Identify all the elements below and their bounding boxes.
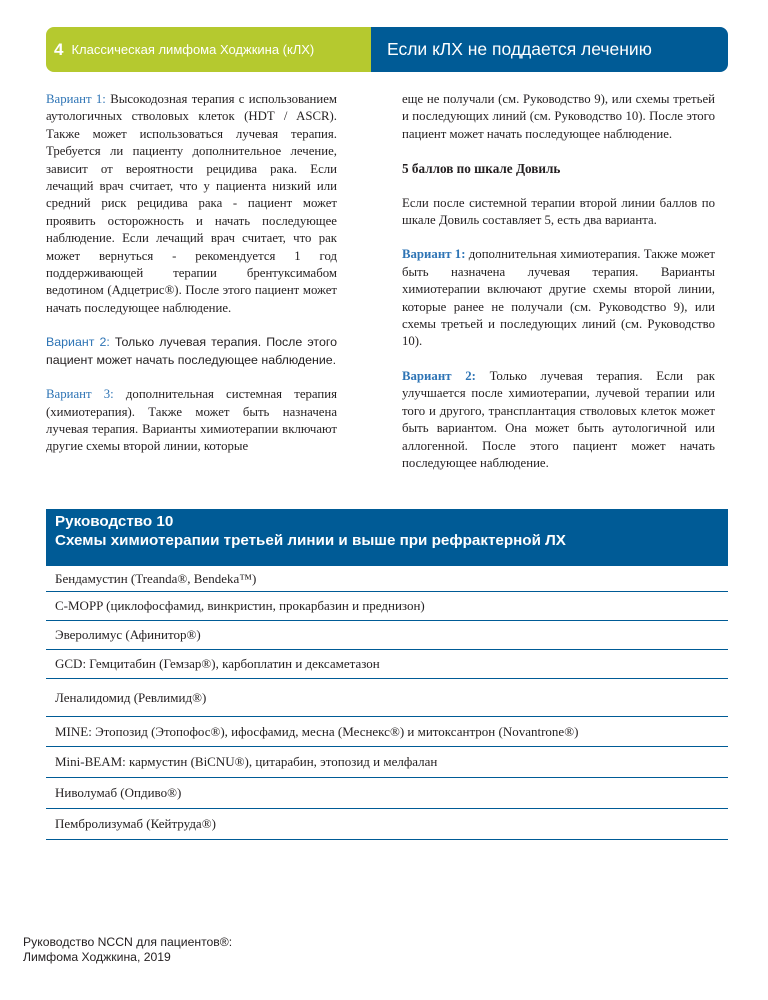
table-row: GCD: Гемцитабин (Гемзар®), карбоплатин и дексаметазон xyxy=(46,650,728,679)
table-row: Ниволумаб (Опдиво®) xyxy=(46,778,728,809)
right-option-1-label: Вариант 1: xyxy=(402,247,466,262)
deauville-intro: Если после системной терапии второй линии баллов по шкале Довиль составляет 5, есть два варианта. xyxy=(402,195,715,228)
chapter-title: Классическая лимфома Ходжкина (кЛХ) xyxy=(71,42,315,57)
page-header xyxy=(46,27,728,72)
option-3-text: дополнительная системная терапия (химиотерапия). Также может быть назначена лучевая терапия. Варианты химиотерапии включают другие схемы второй линии, которые xyxy=(46,387,337,454)
section-title: Если кЛХ не поддается лечению xyxy=(387,39,652,59)
option-3-label: Вариант 3: xyxy=(46,387,114,402)
table-row: C-MOPP (циклофосфамид, винкристин, прокарбазин и преднизон) xyxy=(46,592,728,621)
table-row: Mini-BEAM: кармустин (BiCNU®), цитарабин, этопозид и мелфалан xyxy=(46,747,728,778)
right-option-2-text: Только лучевая терапия. Если рак улучшается после химиотерапии, лучевой терапии или того и другого, трансплантация стволовых клеток может быть вариантом. Она может быть аутологичной или аллогенной. После этого пациент может начать последующее наблюдение. xyxy=(402,368,716,470)
table-row: Пембролизумаб (Кейтруда®) xyxy=(46,809,728,840)
right-option-1-text: дополнительная химиотерапия. Также может быть назначена лучевая терапия. Варианты химиотерапии включают другие схемы второй линии, которые ранее не получали (см. Руководство 9), или схемы третьей и последующих линий (см. Руководство 10). xyxy=(402,247,715,349)
table-row: Эверолимус (Афинитор®) xyxy=(46,621,728,650)
table-row: MINE: Этопозид (Этопофос®), ифосфамид, месна (Меснекс®) и митоксантрон (Novantrone®) xyxy=(46,717,728,747)
option-2-paragraph xyxy=(46,334,337,369)
right-option-2-label: Вариант 2: xyxy=(402,368,476,383)
table-row: Бендамустин (Treanda®, Bendeka™) xyxy=(46,566,728,592)
option-3-paragraph xyxy=(46,386,337,456)
option-2-text: Только лучевая терапия. После этого пациент может начать последующее наблюдение. xyxy=(46,335,337,367)
option-1-label: Вариант 1: xyxy=(46,92,106,106)
right-column xyxy=(402,91,715,489)
guide-header xyxy=(46,509,728,566)
footer-line-2: Лимфома Ходжкина, 2019 xyxy=(23,950,171,964)
guide-10-table xyxy=(46,509,728,840)
deauville-heading: 5 баллов по шкале Довиль xyxy=(402,161,561,177)
continuation-paragraph: еще не получали (см. Руководство 9), или схемы третьей и последующих линий (см. Руководство 10). После этого пациент может начать последующее наблюдение. xyxy=(402,92,715,141)
option-1-text: Высокодозная терапия с использованием аутологичных стволовых клеток (HDT / ASCR). Также может использоваться лучевая терапия. Требуется ли пациенту дополнительное лечение, зависит от вероятности рецидива рака. Если лечащий врач считает, что у пациента низкий или средний риск рецидива рака - пациент может проявить осторожность и начать последующее наблюдение. Если лечащий врач считает, что рак может вернуться - рекомендуется 1 год поддерживающей терапии брентуксимабом ведотином (Адцетрис®). После этого пациент может начать последующее наблюдение. xyxy=(46,92,337,315)
page-footer xyxy=(23,935,232,965)
footer-line-1: Руководство NCCN для пациентов®: xyxy=(23,935,233,949)
guide-title: Руководство 10 xyxy=(55,513,174,530)
table-row: Леналидомид (Ревлимид®) xyxy=(46,679,728,717)
chapter-number: 4 xyxy=(54,39,64,59)
chapter-tab xyxy=(46,27,371,72)
section-tab xyxy=(371,27,728,72)
option-2-label: Вариант 2: xyxy=(46,335,110,350)
left-column xyxy=(46,91,337,473)
right-option-1-paragraph xyxy=(402,246,715,350)
option-1-paragraph xyxy=(46,91,337,317)
guide-subtitle: Схемы химиотерапии третьей линии и выше при рефрактерной ЛХ xyxy=(55,532,566,549)
right-option-2-paragraph xyxy=(402,368,715,472)
